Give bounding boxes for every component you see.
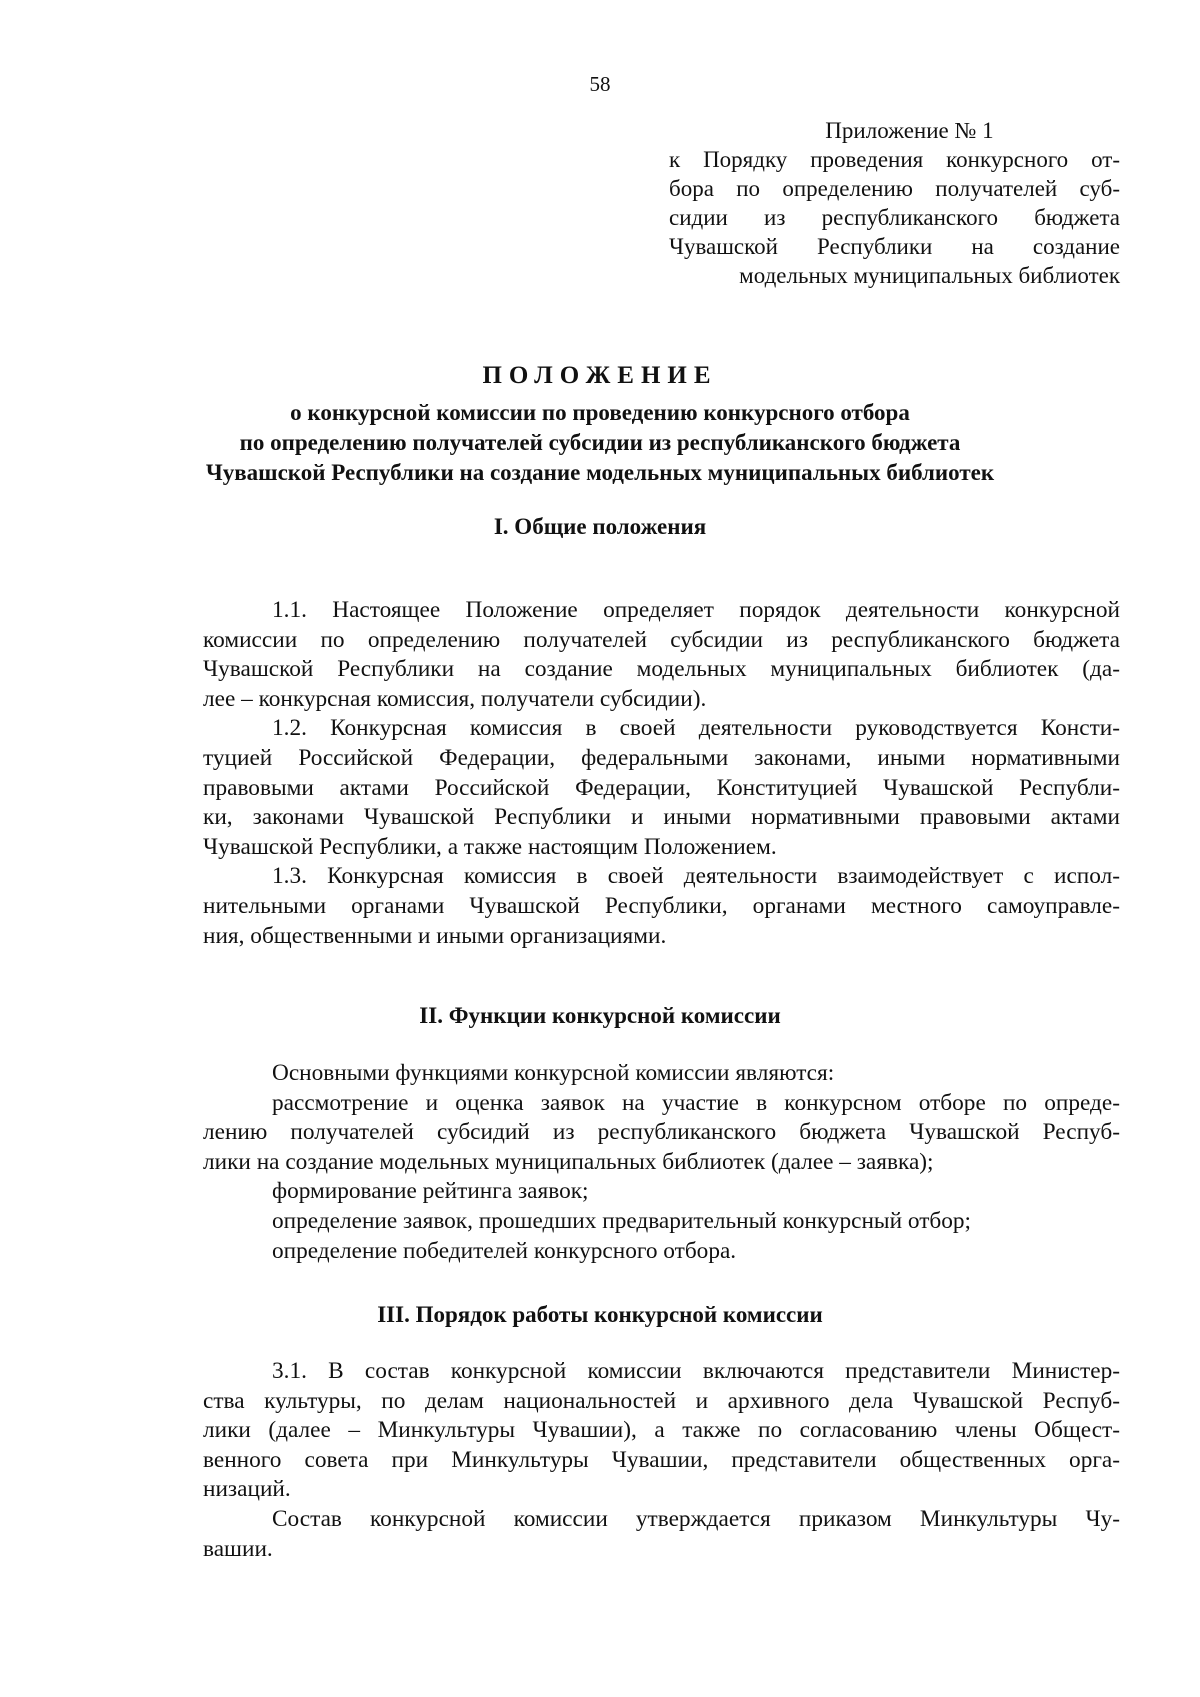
section-heading-general: I. Общие положения (493, 514, 707, 539)
appendix-line: к Порядку проведения конкурсного от- (669, 147, 1120, 172)
section-heading-functions: II. Функции конкурсной комиссии (419, 1003, 781, 1028)
document-title: ПОЛОЖЕНИЕ (482, 362, 718, 389)
section-body-general (203, 596, 1120, 951)
text-line: лики (далее – Минкультуры Чувашии), а также по согласованию члены Общест- (203, 1417, 1120, 1444)
text-line: туцией Российской Федерации, федеральными законами, иными нормативными (203, 744, 1120, 771)
appendix-number: Приложение № 1 (825, 118, 994, 143)
text-line: 1.1. Настоящее Положение определяет порядок деятельности конкурсной (272, 597, 1120, 623)
text-line: нительными органами Чувашской Республики, органами местного самоуправле- (203, 892, 1120, 919)
text-line: лее – конкурсная комиссия, получатели субсидии). (203, 685, 707, 712)
text-line: 1.3. Конкурсная комиссия в своей деятельности взаимодействует с испол- (272, 863, 1120, 890)
text-line: лению получателей субсидий из республиканского бюджета Чувашской Респуб- (203, 1119, 1120, 1146)
page-number: 58 (589, 72, 611, 96)
text-line: ния, общественными и иными организациями. (203, 922, 667, 949)
text-line: определение заявок, прошедших предварительный конкурсный отбор; (272, 1207, 972, 1234)
text-line: 3.1. В состав конкурсной комиссии включаются представители Министер- (272, 1358, 1120, 1384)
subtitle-line: о конкурсной комиссии по проведению конкурсного отбора (290, 400, 910, 425)
text-line: Чувашской Республики, а также настоящим Положением. (203, 833, 777, 860)
text-line: ства культуры, по делам национальностей и архивного дела Чувашской Респуб- (203, 1387, 1120, 1414)
text-line: лики на создание модельных муниципальных библиотек (далее – заявка); (203, 1148, 934, 1175)
subtitle-line: по определению получателей субсидии из республиканского бюджета (239, 430, 961, 455)
text-line: комиссии по определению получателей субсидии из республиканского бюджета (203, 626, 1120, 653)
text-line: рассмотрение и оценка заявок на участие в конкурсном отборе по опреде- (272, 1089, 1120, 1116)
text-line: низаций. (203, 1476, 291, 1503)
section-heading-procedure: III. Порядок работы конкурсной комиссии (377, 1302, 823, 1327)
text-line: Состав конкурсной комиссии утверждается приказом Минкультуры Чу- (272, 1505, 1120, 1532)
appendix-block (669, 116, 1120, 290)
text-line: венного совета при Минкультуры Чувашии, представители общественных орга- (203, 1446, 1120, 1473)
subtitle-line: Чувашской Республики на создание модельных муниципальных библиотек (205, 460, 995, 485)
document-subtitle (150, 398, 1050, 488)
text-line: формирование рейтинга заявок; (272, 1178, 589, 1205)
section-body-functions (203, 1059, 1120, 1266)
text-line: вашии. (203, 1535, 273, 1562)
text-line: Основными функциями конкурсной комиссии являются: (272, 1060, 835, 1086)
text-line: ки, законами Чувашской Республики и иными нормативными правовыми актами (203, 804, 1120, 831)
appendix-line: сидии из республиканского бюджета (669, 205, 1120, 230)
text-line: правовыми актами Российской Федерации, Конституцией Чувашской Республи- (203, 774, 1120, 801)
text-line: 1.2. Конкурсная комиссия в своей деятельности руководствуется Консти- (272, 715, 1120, 742)
text-line: определение победителей конкурсного отбора. (272, 1237, 737, 1264)
text-line: Чувашской Республики на создание модельных муниципальных библиотек (да- (203, 656, 1120, 683)
appendix-line: модельных муниципальных библиотек (739, 263, 1120, 288)
section-body-procedure (203, 1357, 1120, 1564)
appendix-line: Чувашской Республики на создание (669, 234, 1120, 259)
appendix-line: бора по определению получателей суб- (669, 176, 1120, 201)
